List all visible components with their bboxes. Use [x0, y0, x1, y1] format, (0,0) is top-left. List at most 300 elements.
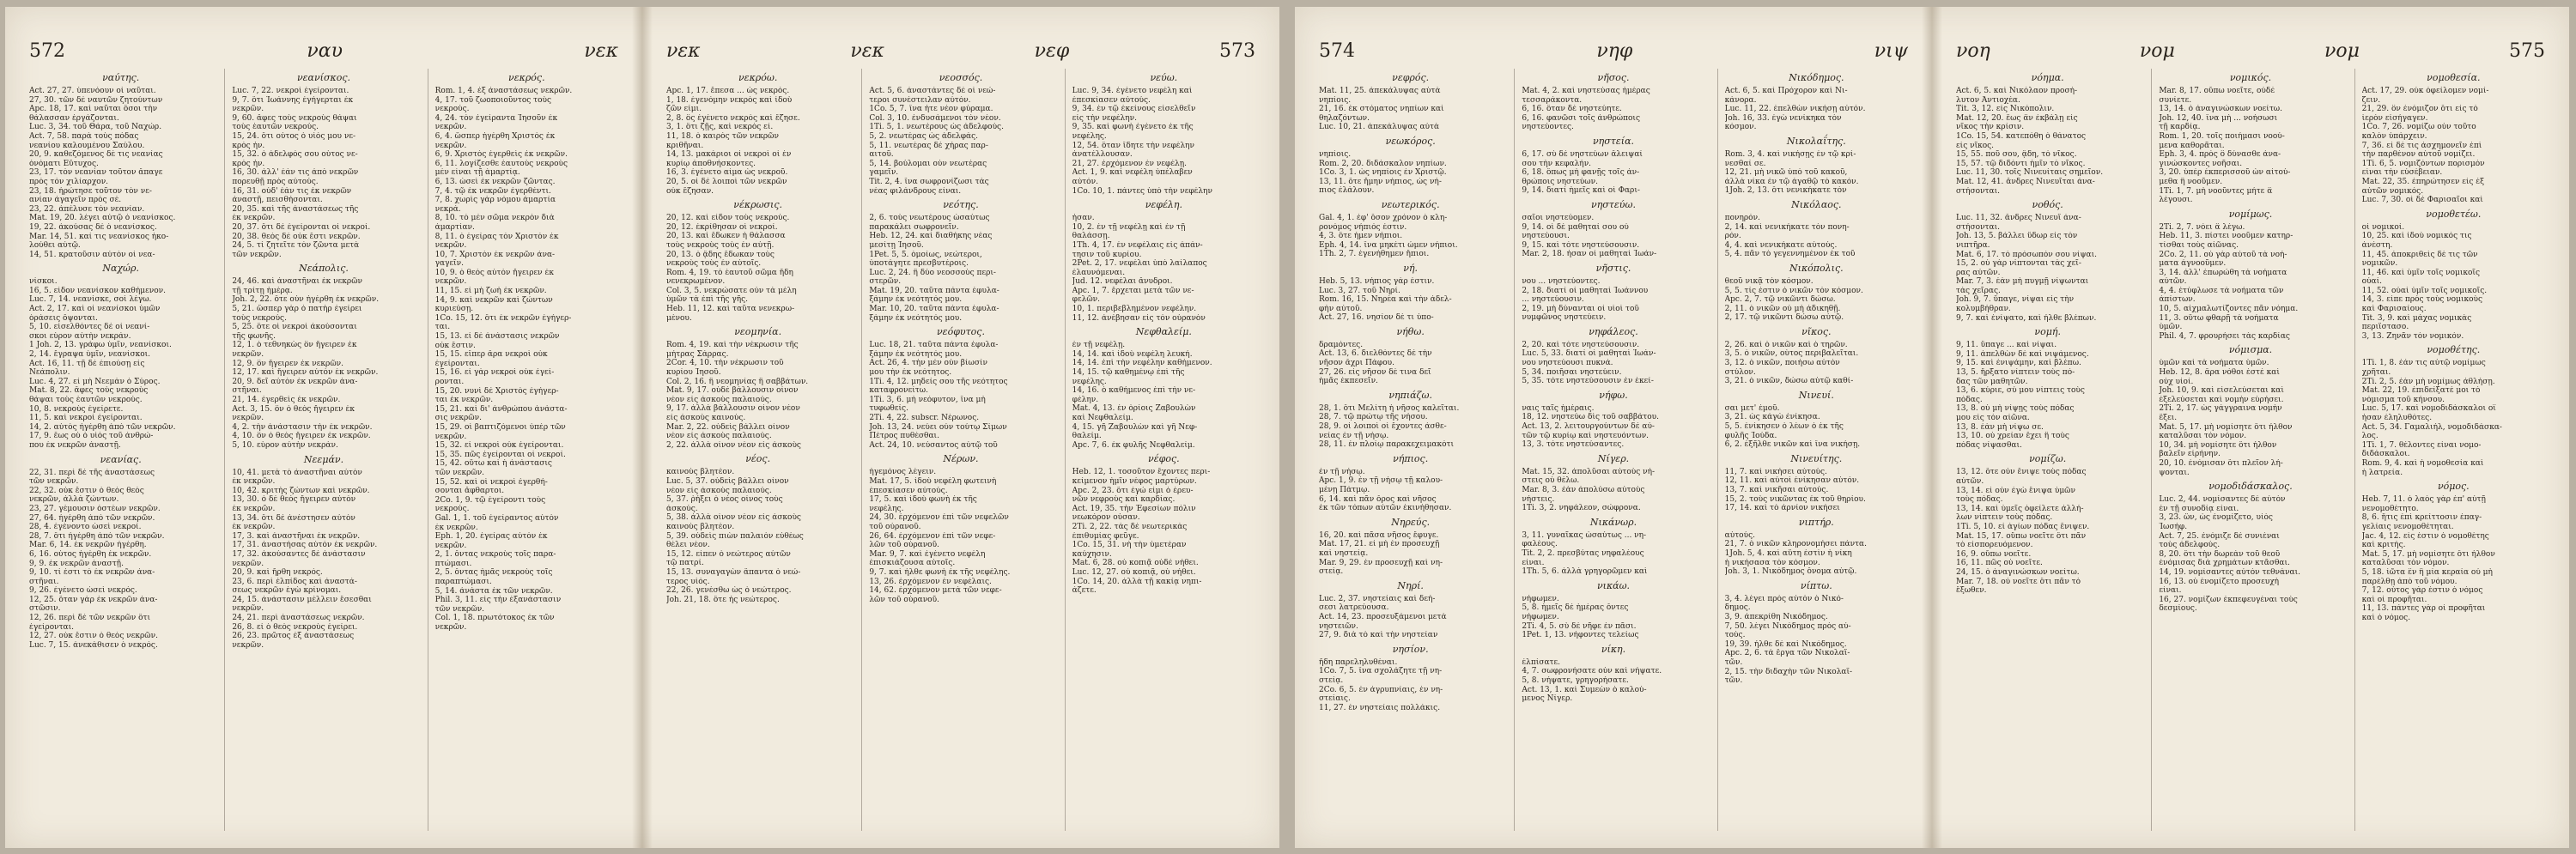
concordance-line: 2, 8. ὃς ἐγένετο νεκρὸς καὶ ἔζησε.: [666, 113, 800, 123]
concordance-line: 9, 60. ἄφες τοὺς νεκροὺς θάψαι: [232, 113, 357, 123]
concordance-line: στύλον.: [1724, 367, 1756, 377]
concordance-line: 8, 10. τὸ μὲν σῶμα νεκρὸν διὰ: [434, 214, 555, 223]
concordance-line: ὑμῶν καὶ τὰ νοήματα ὑμῶν.: [2159, 359, 2269, 368]
concordance-line: σου τὴν κεφαλήν.: [1522, 159, 1592, 168]
concordance-line: ἐκ τῶν τόπων αὐτῶν ἐκινήθησαν.: [1319, 504, 1452, 513]
concordance-line: εἶναι.: [1522, 558, 1545, 567]
concordance-line: ἐγείρονται.: [434, 359, 480, 368]
concordance-line: 23, 22. ἀπέλυσε τὸν νεανίαν.: [29, 204, 145, 214]
concordance-line: στῶσιν.: [29, 604, 61, 614]
concordance-line: ἀναστῇ, πεισθήσονται.: [232, 196, 323, 205]
concordance-line: κριθῆναι.: [666, 141, 704, 150]
concordance-line: ἐκ νεκρῶν.: [232, 477, 276, 487]
concordance-line: ἀλλὰ νίκα ἐν τῷ ἀγαθῷ τὸ κακόν.: [1724, 177, 1859, 186]
concordance-line: συνίετε.: [2159, 95, 2192, 105]
concordance-line: ἀπίστων.: [2159, 295, 2196, 305]
concordance-line: νεκρούς.: [434, 105, 470, 114]
concordance-line: 23, 18. ἠρώτησε τοῦτον τὸν νε-: [29, 186, 152, 196]
concordance-line: 5, 5. ἐνίκησεν ὁ λέων ὁ ἐκ τῆς: [1724, 422, 1844, 432]
concordance-line: σεως νεκρῶν ἐγὼ κρίνομαι.: [232, 586, 342, 596]
concordance-line: 4, 4. ἐτύφλωσε τὰ νοήματα τῶν: [2159, 286, 2284, 295]
concordance-line: Luc. 11, 22. ἐπελθὼν νικήσῃ αὐτόν.: [1724, 105, 1866, 114]
concordance-line: λῶν τοῦ οὐρανοῦ.: [869, 595, 939, 604]
concordance-line: ἱερὸν εἰσήγαγεν.: [2361, 113, 2428, 123]
concordance-line: νέον εἰς ἀσκοὺς παλαιούς.: [666, 395, 772, 404]
concordance-line: 13, 14. καὶ ὑμεῖς ὀφείλετε ἀλλή-: [1956, 504, 2084, 513]
concordance-line: Mat. 15, 17. οὔπω νοεῖτε ὅτι πᾶν: [1956, 531, 2087, 541]
concordance-line: σαι μετ' ἐμοῦ.: [1724, 403, 1780, 413]
concordance-line: στῆναι.: [232, 386, 262, 396]
concordance-line: 7, 12. οὗτος γάρ ἐστιν ὁ νόμος: [2361, 586, 2483, 596]
headword: νόμισμα.: [2228, 344, 2273, 356]
concordance-line: Luc. 7, 14. νεανίσκε, σοὶ λέγω.: [29, 295, 152, 305]
concordance-line: Tit. 2, 2. πρεσβύτας νηφαλέους: [1522, 548, 1644, 558]
concordance-line: 1Th. 2, 7. ἐγενήθημεν ἤπιοι.: [1319, 250, 1430, 259]
concordance-line: Rom. 1, 4. ἐξ ἀναστάσεως νεκρῶν.: [434, 87, 573, 95]
concordance-line: Joh. 2, 22. ὅτε οὖν ἠγέρθη ἐκ νεκρῶν.: [232, 295, 380, 305]
concordance-line: Mar. 6, 14. ἐκ νεκρῶν ἠγέρθη.: [29, 541, 147, 550]
concordance-line: νηπίοις.: [1319, 149, 1352, 159]
concordance-line: 3, 20. ὑπὲρ ἐκπερισσοῦ ὧν αἰτού-: [2159, 168, 2291, 178]
concordance-line: 1Ti. 1, 7. θέλοντες εἶναι νομο-: [2361, 440, 2482, 450]
concordance-line: δας τῶν μαθητῶν.: [1956, 377, 2028, 386]
concordance-line: σεσι λατρεύουσα.: [1319, 603, 1389, 613]
concordance-line: 15, 15. εἴπερ ἄρα νεκροὶ οὐκ: [434, 350, 548, 360]
concordance-line: 5, 25. ὅτε οἱ νεκροὶ ἀκούσονται: [232, 323, 357, 332]
concordance-line: τὸ εἰσπορευόμενον.: [1956, 541, 2033, 550]
concordance-line: Mat. 6, 28. οὐ κοπιᾷ οὐδὲ νήθει.: [1072, 559, 1199, 568]
concordance-line: σαῖοι νηστεύομεν.: [1522, 213, 1595, 222]
page-number: 575: [2508, 40, 2545, 62]
headword: νιπτήρ.: [1798, 516, 1834, 528]
concordance-line: ξάμην ἐκ νεότητός μου.: [869, 349, 963, 359]
concordance-line: νήστεις.: [1522, 494, 1555, 504]
concordance-line: οἱ νομικοί.: [2361, 222, 2405, 232]
concordance-line: 13, 14. εἰ οὖν ἐγὼ ἔνιψα ὑμῶν: [1956, 486, 2075, 495]
concordance-line: 13, 7. καὶ νικῆσαι αὐτούς.: [1724, 486, 1829, 494]
concordance-line: 6, 16. οὗτος ἠγέρθη ἐκ νεκρῶν.: [29, 549, 152, 559]
concordance-line: τοὺς νεκροὺς τοὺς ἐν αὐτῇ.: [666, 240, 775, 250]
concordance-line: Mat. 22, 35. ἐπηρώτησεν εἷς ἐξ: [2361, 177, 2485, 186]
concordance-line: 7, 8. χωρὶς γὰρ νόμου ἁμαρτία: [434, 196, 556, 205]
concordance-line: 8, 11. ὁ ἐγείρας τὸν Χριστὸν ἐκ: [434, 232, 559, 241]
concordance-line: 20, 38. θεὸς δὲ οὐκ ἔστι νεκρῶν.: [232, 232, 361, 241]
concordance-line: 1Co. 14, 20. ἀλλὰ τῇ κακίᾳ νηπι-: [1072, 577, 1202, 586]
concordance-line: τῇ καρδίᾳ.: [2159, 123, 2201, 132]
concordance-line: 2Ti. 4, 22. subscr. Νέρωνος.: [869, 414, 980, 422]
concordance-line: 9, 17. ἀλλὰ βάλλουσιν οἶνον νέον: [666, 404, 800, 414]
concordance-line: Mat. 6, 17. τὸ πρόσωπόν σου νίψαι.: [1956, 250, 2097, 259]
concordance-line: νεφέλης.: [1072, 377, 1107, 386]
headword: ναύτης.: [102, 72, 140, 83]
concordance-line: 2, 20. καὶ τότε νηστεύσουσιν.: [1522, 340, 1640, 349]
text-column: [666, 69, 849, 831]
concordance-line: 2Ti. 2, 22. τὰς δὲ νεωτερικὰς: [1072, 522, 1188, 531]
concordance-line: ἤδη παρεληλυθέναι.: [1319, 657, 1398, 667]
concordance-line: Mat. 19, 20. λέγει αὐτῷ ὁ νεανίσκος.: [29, 214, 176, 223]
headword: νεφρός.: [1392, 72, 1430, 83]
concordance-line: 5, 2. νεωτέρας ὡς ἀδελφάς.: [869, 131, 978, 141]
concordance-line: 15, 20. νυνὶ δὲ Χριστὸς ἐγήγερ-: [434, 386, 559, 396]
concordance-line: νεκροὺς τοὺς ἐν αὐτοῖς.: [666, 259, 762, 269]
concordance-line: 1Ti. 5, 1. νεωτέρους ὡς ἀδελφούς.: [869, 123, 1004, 132]
concordance-line: πρὸς τὸν χιλίαρχον.: [29, 177, 109, 186]
concordance-line: 3, 1. ὅτι ζῇς, καὶ νεκρὸς εἶ.: [666, 123, 774, 132]
concordance-line: 1, 18. ἐγενόμην νεκρὸς καὶ ἰδοὺ: [666, 95, 793, 105]
text-column: [2354, 69, 2545, 831]
concordance-line: ἡ λατρεία.: [2361, 468, 2403, 477]
headword: νεανίσκος.: [296, 72, 350, 83]
concordance-line: 11, 7. καὶ νικήσει αὐτούς.: [1724, 467, 1827, 476]
concordance-line: 1Co. 7, 26. νομίζω οὖν τοῦτο: [2361, 123, 2476, 132]
concordance-line: 10, 1. περιβεβλημένον νεφέλην.: [1072, 305, 1197, 314]
concordance-line: τερος υἱός.: [666, 577, 710, 586]
concordance-line: Luc. 9, 34. ἐγένετο νεφέλη καὶ: [1072, 87, 1193, 95]
concordance-line: Mar. 8, 3. ἐὰν ἀπολύσω αὐτοὺς: [1522, 486, 1645, 494]
concordance-line: 20, 9. δεῖ αὐτὸν ἐκ νεκρῶν ἀνα-: [232, 377, 358, 386]
concordance-line: λούθει αὐτῷ.: [29, 241, 81, 251]
concordance-line: 9, 7. ὅτι Ἰωάννης ἐγήγερται ἐκ: [232, 95, 354, 105]
concordance-line: 2Pet. 2, 17. νεφέλαι ὑπὸ λαίλαπος: [1072, 259, 1207, 269]
concordance-line: καταφρονείτω.: [869, 386, 928, 396]
running-head: [1319, 33, 1908, 62]
concordance-line: 9, 11. ὕπαγε ... καὶ νίψαι.: [1956, 341, 2057, 350]
concordance-line: Phil. 4, 7. φρουρήσει τὰς καρδίας: [2159, 331, 2290, 341]
concordance-line: Πέτρος πυθέσθαι.: [869, 432, 939, 441]
concordance-line: νέον εἰς ἀσκοὺς παλαιούς.: [666, 486, 772, 495]
concordance-line: Mar. 2, 22. οὐδεὶς βάλλει οἶνον: [666, 422, 790, 432]
concordance-line: 5, 34. ποιῆσαι νηστεύειν.: [1522, 367, 1622, 377]
concordance-line: οὐχ υἱοί.: [2159, 377, 2194, 386]
concordance-line: 6, 9. Χριστὸς ἐγερθεὶς ἐκ νεκρῶν.: [434, 150, 568, 160]
concordance-line: ἐλαυνόμεναι.: [1072, 268, 1126, 277]
concordance-line: 9, 35. καὶ φωνὴ ἐγένετο ἐκ τῆς: [1072, 123, 1194, 132]
concordance-line: νεκρῶν.: [232, 414, 264, 423]
headword: νήθω.: [1396, 325, 1425, 337]
concordance-line: Luc. 11, 30. τοῖς Νινευίταις σημεῖον.: [1956, 168, 2104, 178]
concordance-line: 3, 12. ὁ νικῶν, ποιήσω αὐτὸν: [1724, 359, 1840, 368]
concordance-line: 2, 26. καὶ ὁ νικῶν καὶ ὁ τηρῶν.: [1724, 340, 1848, 349]
concordance-line: 23, 17. τὸν νεανίαν τοῦτον ἄπαγε: [29, 168, 163, 178]
concordance-line: πόδας.: [1956, 395, 1983, 404]
headword: νεότης.: [943, 199, 979, 211]
concordance-line: μενα καθορᾶται.: [2159, 141, 2225, 150]
concordance-line: 13, 6. κύριε, σύ μου νίπτεις τοὺς: [1956, 386, 2085, 396]
concordance-line: 2Ti. 4, 5. σὺ δὲ νῆφε ἐν πᾶσι.: [1522, 621, 1637, 631]
concordance-line: 14, 9. καὶ νεκρῶν καὶ ζώντων: [434, 295, 553, 305]
concordance-line: 5, 14. βούλομαι οὖν νεωτέρας: [869, 159, 987, 168]
headword: νόμος.: [2437, 481, 2470, 493]
concordance-line: γαγεῖν.: [434, 259, 465, 269]
concordance-line: νενεκρωμένον.: [666, 277, 726, 287]
headword: νομοδιδάσκαλος.: [2208, 481, 2293, 493]
concordance-line: ἐκ νεκρῶν.: [232, 504, 276, 513]
headword: νή.: [1403, 262, 1419, 274]
concordance-line: 8, 20. ὅτι τὴν δωρεὰν τοῦ θεοῦ: [2159, 549, 2281, 559]
concordance-line: εἶναι.: [2159, 586, 2182, 596]
concordance-line: 8, 6. ἥτις ἐπὶ κρείττοσιν ἐπαγ-: [2361, 513, 2482, 523]
concordance-line: νεκρῶν.: [434, 123, 467, 132]
concordance-line: ἐπεσκίασεν αὐτούς.: [869, 486, 948, 495]
concordance-line: 1Ti. 3, 6. μὴ νεόφυτον, ἵνα μὴ: [869, 395, 986, 404]
concordance-line: 15, 13. εἰ δὲ ἀνάστασις νεκρῶν: [434, 332, 560, 342]
concordance-line: 6, 18. ὅπως μὴ φανῇς τοῖς ἀν-: [1522, 168, 1640, 178]
concordance-line: Apc. 2, 7. τῷ νικῶντι δώσω.: [1724, 295, 1836, 305]
concordance-line: 16, 27. νομίζων ἐκπεφευγέναι τοὺς: [2159, 595, 2298, 604]
concordance-line: πονηρόν.: [1724, 213, 1760, 222]
concordance-line: 11, 3. οὕτω φθαρῇ τὰ νοήματα: [2159, 313, 2279, 323]
concordance-line: ἐλπίσατε.: [1522, 657, 1561, 667]
concordance-line: 12, 1. ὁ τεθνηκὼς ὃν ἤγειρεν ἐκ: [232, 341, 357, 350]
headword: Νίγερ.: [1597, 452, 1630, 464]
concordance-line: ἐν τῇ συνοδίᾳ εἶναι.: [2159, 504, 2239, 513]
concordance-line: 4, 15. γῆ Ζαβουλὼν καὶ γῆ Νεφ-: [1072, 422, 1198, 432]
concordance-line: πιος ἐλάλουν.: [1319, 186, 1375, 196]
concordance-line: άζετε.: [1072, 586, 1097, 596]
headword: Νέρων.: [943, 453, 979, 465]
headword: Νηρεύς.: [1391, 516, 1431, 528]
concordance-line: 17, 14. καὶ τὸ ἀρνίον νικήσει: [1724, 504, 1840, 513]
concordance-line: Luc. 7, 15. ἀνεκάθισεν ὁ νεκρός.: [29, 640, 158, 650]
headword: νήφω.: [1599, 389, 1628, 401]
concordance-line: Act. 6, 5. καὶ Πρόχορον καὶ Νι-: [1724, 87, 1848, 95]
concordance-line: 11, 27. ἐν νηστείαις πολλάκις.: [1319, 703, 1441, 712]
concordance-line: Mat. 22, 19. ἐπιδείξατέ μοι τὸ: [2361, 386, 2481, 396]
concordance-line: 28, 11. ἐν πλοίῳ παρακεχειμακότι: [1319, 440, 1455, 450]
concordance-line: Heb. 11, 3. πίστει νοοῦμεν κατηρ-: [2159, 232, 2293, 241]
concordance-line: τεσσαράκοντα.: [1522, 95, 1583, 105]
concordance-line: 16, 13. οὗ ἐνομίζετο προσευχὴ: [2159, 577, 2280, 586]
concordance-line: Heb. 7, 11. ὁ λαὸς γὰρ ἐπ' αὐτῇ: [2361, 495, 2486, 505]
concordance-line: νιπτῆρα.: [1956, 240, 1990, 250]
text-column: [428, 69, 618, 831]
concordance-line: εἰς τὴν νεφέλην.: [1072, 113, 1137, 123]
concordance-line: 13, 26. ἐρχόμενον ἐν νεφέλαις.: [869, 577, 992, 586]
concordance-line: 2Cor. 4, 10. τὴν νέκρωσιν τοῦ: [666, 359, 784, 368]
concordance-line: 14, 51. κρατοῦσιν αὐτὸν οἱ νεα-: [29, 250, 155, 259]
page-number: 572: [29, 40, 65, 62]
concordance-line: 26, 8. εἰ ὁ θεὸς νεκροὺς ἐγείρει.: [232, 622, 358, 632]
concordance-line: 2, 18. διατί οἱ μαθηταὶ Ἰωάννου: [1522, 286, 1649, 295]
concordance-line: λυτον Ἀντιοχέα.: [1956, 95, 2020, 105]
concordance-line: ἐπισκιάζουσα αὐτοῖς.: [869, 559, 956, 568]
concordance-line: τῶν τῷ κυρίῳ καὶ νηστευόντων.: [1522, 431, 1649, 440]
concordance-line: 11, 5. καὶ νεκροὶ ἐγείρονται.: [29, 414, 143, 423]
right-spread: [1295, 7, 2569, 848]
concordance-line: 20, 37. ὅτι δὲ ἐγείρονται οἱ νεκροί.: [232, 222, 371, 232]
headword: νεφέλη.: [1145, 199, 1182, 211]
concordance-line: 15, 57. τῷ διδόντι ἡμῖν τὸ νῖκος.: [1956, 159, 2086, 168]
concordance-line: 2, 17. τῷ νικῶντι δώσω αὐτῷ.: [1724, 313, 1844, 323]
concordance-line: 20, 13. ὁ ᾅδης ἔδωκαν τοὺς: [666, 250, 775, 259]
headword: νόημα.: [2031, 72, 2064, 83]
concordance-line: 1Ti. 5, 10. εἰ ἁγίων πόδας ἔνιψεν.: [1956, 522, 2090, 531]
concordance-line: νηστεύοντες.: [1522, 123, 1574, 132]
concordance-line: Mat. 4, 13. ἐν ὁρίοις Ζαβουλὼν: [1072, 404, 1196, 414]
concordance-line: τοὺς ἀδελφούς.: [2159, 541, 2221, 550]
headword: νησίον.: [1392, 643, 1429, 655]
concordance-line: Mar. 8, 17. οὔπω νοεῖτε, οὐδὲ: [2159, 87, 2275, 95]
concordance-line: 15, 42. οὕτω καὶ ἡ ἀνάστασις: [434, 459, 552, 469]
concordance-line: 7, 50. λέγει Νικόδημος πρὸς αὐ-: [1724, 621, 1851, 631]
headword: νεωκόρος.: [1385, 135, 1436, 147]
concordance-line: αὐτῶν.: [2159, 277, 2187, 287]
concordance-line: 14, 62. ἐρχόμενον μετὰ τῶν νεφε-: [869, 586, 1002, 596]
text-column: [2151, 69, 2342, 831]
concordance-line: αιτοῦ.: [869, 150, 894, 160]
headword: νηστεύω.: [1591, 198, 1636, 210]
concordance-line: 2Co. 1, 9. τῷ ἐγείροντι τοὺς: [434, 495, 546, 505]
concordance-line: τεροι συνέστειλαν αὐτόν.: [869, 95, 971, 105]
concordance-line: τῶν.: [1724, 657, 1743, 667]
headword: Νικάνωρ.: [1589, 516, 1637, 528]
concordance-line: 14, 13. μακάριοι οἱ νεκροὶ οἱ ἐν: [666, 150, 792, 160]
concordance-line: 4, 24. τὸν ἐγείραντα Ἰησοῦν ἐκ: [434, 113, 558, 123]
concordance-line: σκοι εὗρον αὐτὴν νεκράν.: [29, 331, 131, 341]
concordance-line: 13, 11. ὅτε ἤμην νήπιος, ὡς νή-: [1319, 177, 1442, 186]
concordance-line: νηπίοις.: [1319, 95, 1352, 105]
concordance-line: Mar. 7, 18. οὐ νοεῖτε ὅτι πᾶν τὸ: [1956, 577, 2081, 586]
headword: νῖκος.: [1801, 325, 1832, 337]
concordance-line: νέον εἰς ἀσκοὺς παλαιούς.: [666, 432, 772, 441]
concordance-line: 13, 30. ὁ δὲ θεὸς ἤγειρεν αὐτὸν: [232, 495, 356, 505]
concordance-line: Luc. 2, 44. νομίσαντες δὲ αὐτὸν: [2159, 495, 2286, 505]
concordance-line: 9, 7. καὶ ἐνίψατο, καὶ ἦλθε βλέπων.: [1956, 313, 2097, 323]
concordance-line: εἰς ἀσκοὺς καινούς.: [666, 414, 746, 422]
concordance-line: 24, 30. ἐρχόμενον ἐπὶ τῶν νεφελῶν: [869, 513, 1009, 523]
concordance-line: Mat. 5, 17. μὴ νομίσητε ὅτι ἦλθον: [2159, 422, 2293, 432]
concordance-line: τῶν νεκρῶν.: [232, 250, 282, 259]
concordance-line: Rom. 3, 4. καὶ νικήσῃς ἐν τῷ κρί-: [1724, 149, 1856, 159]
concordance-line: τυφωθείς.: [869, 404, 908, 414]
concordance-line: κυρίῳ ἀποθνήσκοντες.: [666, 159, 756, 168]
concordance-line: τὰς χεῖρας.: [1956, 286, 2001, 295]
concordance-line: καταλῦσαι τὸν νόμον.: [2159, 432, 2247, 441]
concordance-line: 4, 4. καὶ νενικήκατε αὐτούς.: [1724, 240, 1838, 250]
concordance-line: νεκρῶν.: [232, 604, 264, 614]
concordance-line: ρονόμος νήπιός ἐστιν.: [1319, 222, 1407, 232]
concordance-line: 14, 19. νομίσαντες αὐτὸν τεθνάναι.: [2159, 567, 2301, 577]
concordance-line: οὐκ ἔστιν.: [434, 341, 476, 350]
concordance-line: νεκρῶν, ἀλλὰ ζώντων.: [29, 495, 119, 505]
concordance-line: Joh. 9, 7. ὕπαγε, νίψαι εἰς τὴν: [1956, 295, 2075, 305]
running-head-left: νοη: [1956, 40, 1990, 62]
headword: Νεφθαλείμ.: [1135, 326, 1192, 338]
concordance-line: 5, 35. τότε νηστεύσουσιν ἐν ἐκεί-: [1522, 377, 1654, 386]
text-column: [29, 69, 212, 831]
concordance-line: νήφωμεν.: [1522, 612, 1559, 621]
concordance-line: 14, 14. ἐπὶ τὴν νεφέλην καθήμενον.: [1072, 359, 1212, 368]
concordance-line: Mat. 17, 21. εἰ μὴ ἐν προσευχῇ: [1319, 540, 1440, 549]
concordance-line: 2, 15. τὴν διδαχὴν τῶν Νικολαϊ-: [1724, 667, 1853, 676]
concordance-line: θρώποις νηστεύων.: [1522, 177, 1598, 186]
concordance-line: 5, 37. ῥήξει ὁ νέος οἶνος τοὺς: [666, 495, 783, 505]
concordance-line: 6, 16. ὅταν δὲ νηστεύητε.: [1522, 105, 1622, 114]
concordance-line: 26, 23. πρῶτος ἐξ ἀναστάσεως: [232, 632, 355, 641]
concordance-line: 9, 26. ἐγένετο ὡσεὶ νεκρός.: [29, 586, 137, 596]
running-head-left: νηφ: [1596, 40, 1633, 62]
concordance-line: 3, 14. ἀλλ' ἐπωρώθη τὰ νοήματα: [2159, 268, 2287, 277]
concordance-line: Act. 6, 5. καὶ Νικόλαον προσή-: [1956, 87, 2078, 95]
concordance-line: Rom. 9, 4. καὶ ἡ νομοθεσία καὶ: [2361, 458, 2484, 468]
concordance-line: 15, 21. καὶ δι' ἀνθρώπου ἀνάστα-: [434, 404, 568, 414]
concordance-line: γελίαις νενομοθέτηται.: [2361, 522, 2454, 531]
concordance-line: ἁμαρτίαν.: [434, 222, 475, 232]
concordance-line: Rom. 16, 15. Νηρέα καὶ τὴν ἀδελ-: [1319, 295, 1452, 305]
concordance-line: 15, 2. τοὺς νικῶντας ἐκ τοῦ θηρίου.: [1724, 494, 1866, 504]
headword: νίκη.: [1601, 643, 1626, 655]
concordance-line: 19, 39. ἦλθε δὲ καὶ Νικόδημος.: [1724, 639, 1847, 649]
headword: νομοθέτης.: [2427, 344, 2481, 356]
running-head-right: νεφ: [1034, 40, 1070, 62]
concordance-line: 6, 16. φανῶσι τοῖς ἀνθρώποις: [1522, 113, 1640, 123]
concordance-line: Eph. 3, 4. πρὸς ὃ δύνασθε ἀνα-: [2159, 150, 2281, 160]
concordance-line: τὴν παρθένον αὐτοῦ νομίζει.: [2361, 150, 2476, 160]
concordance-line: 22, 26. γενέσθω ὡς ὁ νεώτερος.: [666, 586, 792, 596]
concordance-line: 5, 21. ὥσπερ γὰρ ὁ πατὴρ ἐγείρει: [232, 305, 362, 314]
concordance-line: νηστειῶν.: [1319, 621, 1358, 631]
concordance-line: Rom. 4, 19. τὸ ἑαυτοῦ σῶμα ἤδη: [666, 268, 793, 277]
page-number: 573: [1218, 40, 1255, 62]
concordance-line: παρακάλει σωφρονεῖν.: [869, 222, 959, 232]
concordance-line: Tit. 3, 9. καὶ μάχας νομικὰς: [2361, 313, 2472, 323]
concordance-line: Tit. 3, 12. εἰς Νικόπολιν.: [1956, 105, 2055, 114]
concordance-line: καὶ κριτής.: [2361, 541, 2406, 550]
concordance-line: Mat. 11, 25. ἀπεκάλυψας αὐτὰ: [1319, 87, 1441, 95]
concordance-line: 2, 14. ἔγραψα ὑμῖν, νεανίσκοι.: [29, 350, 151, 360]
concordance-line: 12, 27. οὐκ ἔστιν ὁ θεὸς νεκρῶν.: [29, 632, 158, 641]
concordance-line: ἔξωθεν.: [1956, 586, 1987, 596]
concordance-line: 15, 24. ὅτι οὗτος ὁ υἱός μου νε-: [232, 131, 356, 141]
concordance-line: θαλείμ.: [1072, 432, 1102, 441]
concordance-line: νου νηστεύουσι πυκνά.: [1522, 359, 1613, 368]
concordance-line: 12, 26. περὶ δὲ τῶν νεκρῶν ὅτι: [29, 614, 151, 623]
concordance-line: 28, 9. οἱ λοιποὶ οἱ ἔχοντες ἀσθε-: [1319, 422, 1447, 432]
concordance-line: Act. 24, 10. νεύσαντος αὐτῷ τοῦ: [869, 440, 998, 450]
concordance-line: ἦσαν ἐληλυθότες.: [2361, 414, 2433, 422]
concordance-line: 10, 2. ἐν τῇ νεφέλῃ καὶ ἐν τῇ: [1072, 222, 1186, 232]
concordance-line: 15, 2. οὐ γὰρ νίπτονται τὰς χεῖ-: [1956, 259, 2081, 269]
concordance-line: Luc. 2, 24. ἢ δύο νεοσσοὺς περι-: [869, 268, 996, 277]
concordance-line: 9, 15. καὶ ἐνιψάμην, καὶ βλέπω.: [1956, 359, 2081, 368]
concordance-line: Heb. 12, 1. τοσοῦτον ἔχοντες περι-: [1072, 468, 1211, 477]
concordance-line: 4, 17. τοῦ ζωοποιοῦντος τοὺς: [434, 95, 552, 105]
concordance-line: θάψαι τοὺς ἑαυτῶν νεκρούς.: [29, 396, 143, 404]
concordance-line: ρας αὐτῶν.: [1956, 268, 2001, 277]
concordance-line: Luc. 5, 17. καὶ νομοδιδάσκαλοι οἳ: [2361, 404, 2496, 414]
page-574: [1295, 7, 1932, 848]
concordance-line: Eph. 4, 14. ἵνα μηκέτι ὦμεν νήπιοι.: [1319, 240, 1458, 250]
concordance-line: ἡ νικήσασα τὸν κόσμον.: [1724, 558, 1820, 567]
concordance-line: 28, 7. τῷ πρώτῳ τῆς νήσου.: [1319, 413, 1428, 422]
concordance-line: 3, 21. ὁ νικῶν, δώσω αὐτῷ καθί-: [1724, 377, 1854, 386]
concordance-line: νίσκοι.: [29, 277, 58, 287]
concordance-line: Rom. 2, 20. διδάσκαλον νηπίων.: [1319, 159, 1447, 168]
concordance-line: 5, 11. νεωτέρας δὲ χήρας παρ-: [869, 141, 988, 150]
concordance-line: νεκρά.: [434, 204, 461, 214]
concordance-line: 13, 10. οὐ χρείαν ἔχει ἢ τοὺς: [1956, 432, 2069, 441]
concordance-line: 15, 35. πῶς ἐγείρονται οἱ νεκροί.: [434, 450, 566, 459]
concordance-line: Luc. 18, 21. ταῦτα πάντα ἐφυλα-: [869, 341, 999, 350]
concordance-line: Gal. 4, 1. ἐφ' ὅσον χρόνον ὁ κλη-: [1319, 213, 1448, 222]
concordance-line: 27, 26. εἰς νῆσον δέ τινα δεῖ: [1319, 367, 1431, 377]
concordance-line: ἐν τῇ νήσῳ.: [1319, 467, 1365, 476]
concordance-line: 27, 64. ἠγέρθη ἀπὸ τῶν νεκρῶν.: [29, 513, 155, 523]
concordance-line: 20, 9. καὶ ἤρθη νεκρός.: [232, 568, 323, 578]
concordance-line: 13, 8. οὐ μὴ νίψῃς τοὺς πόδας: [1956, 404, 2075, 414]
concordance-line: 28, 7. ὅτι ἠγέρθη ἀπὸ τῶν νεκρῶν.: [29, 531, 165, 541]
concordance-line: θαλάσσῃ.: [1072, 232, 1110, 241]
